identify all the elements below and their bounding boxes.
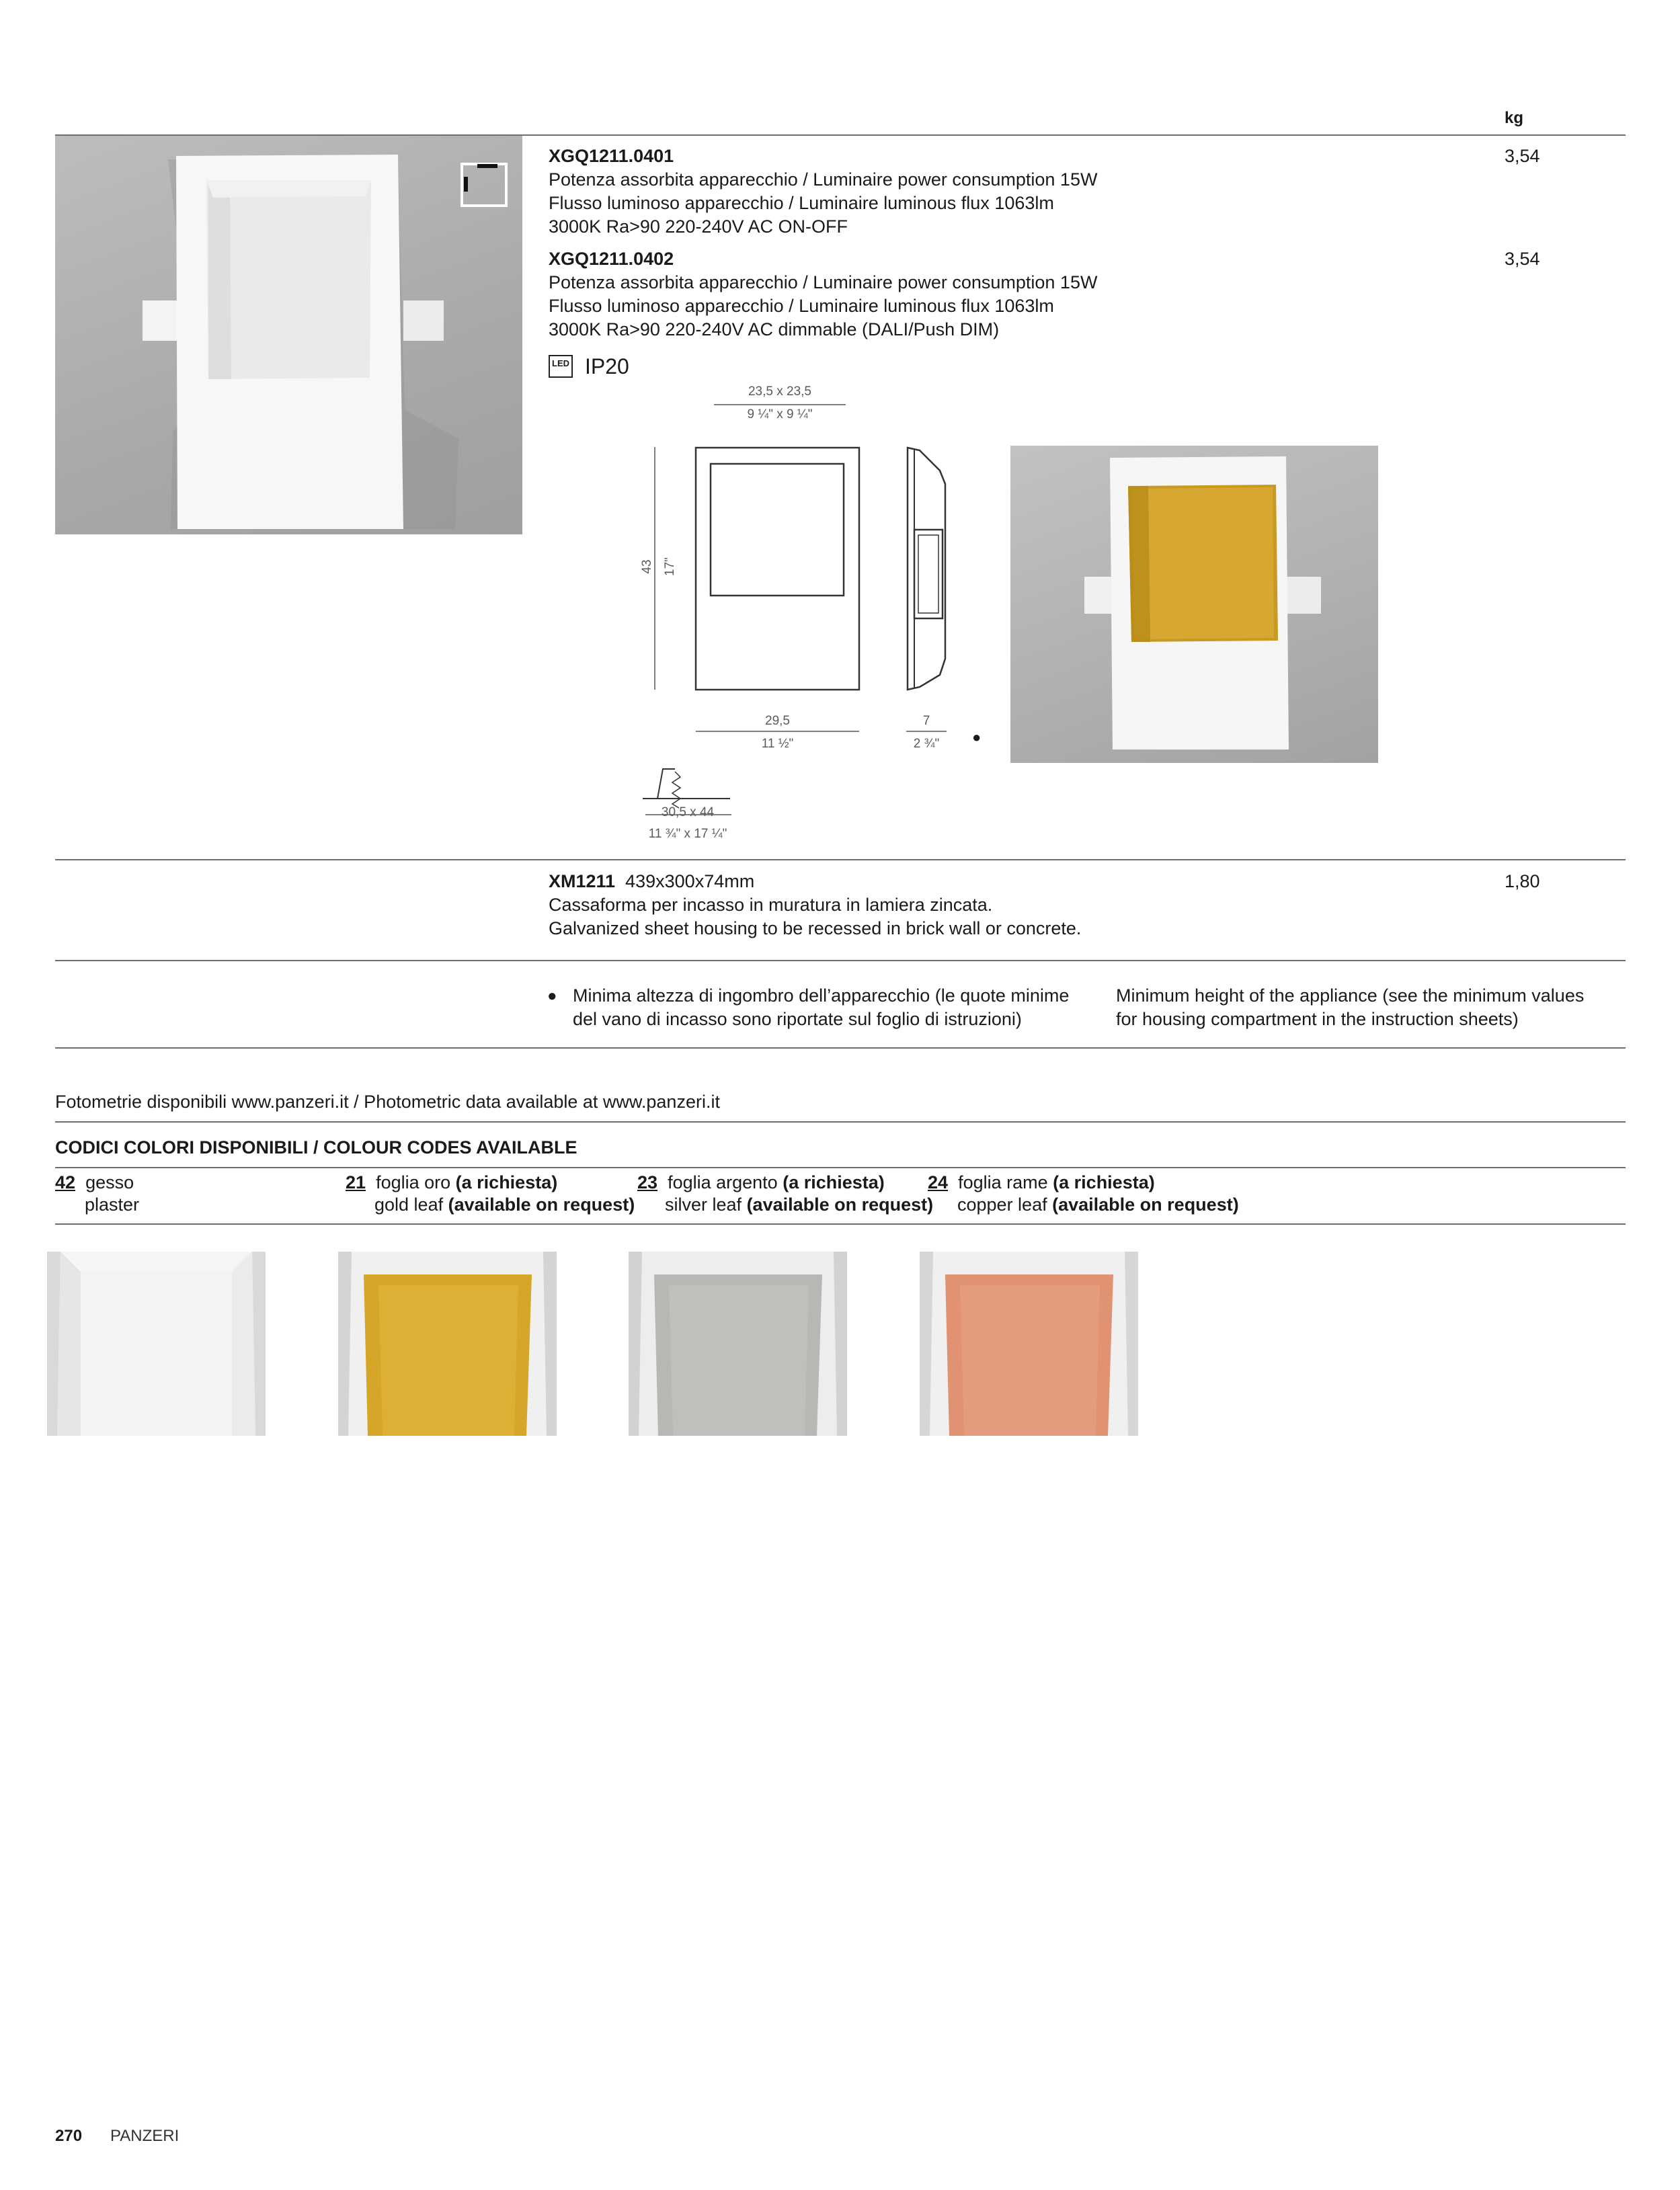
product-spec-flux: Flusso luminoso apparecchio / Luminaire luminous flux 1063lm	[549, 193, 1054, 213]
cutout-dimension-imperial: 9 ¼" x 9 ¼"	[747, 407, 813, 421]
colour-code-item	[346, 1171, 557, 1194]
note-it-line1: Minima altezza di ingombro dell’apparecchio (le quote minime	[573, 985, 1070, 1006]
product-weight: 3,54	[1505, 146, 1540, 166]
colour-name-en-line	[957, 1193, 1239, 1217]
colour-availability-en: (available on request)	[448, 1194, 635, 1215]
housing-dimension-imperial: 11 ¾" x 17 ¼"	[648, 827, 727, 841]
width-dimension-metric: 29,5	[765, 714, 790, 728]
product-spec-voltage: 3000K Ra>90 220-240V AC ON-OFF	[549, 216, 848, 237]
section-rule	[55, 1167, 1626, 1168]
colour-name-it: foglia argento	[668, 1172, 778, 1192]
colour-code-item	[637, 1171, 885, 1194]
note-it-line2: del vano di incasso sono riportate sul foglio di istruzioni)	[573, 1009, 1022, 1029]
note-en-line1: Minimum height of the appliance (see the minimum values	[1116, 985, 1585, 1006]
weight-unit-label: kg	[1505, 109, 1524, 127]
colour-availability-it: (a richiesta)	[455, 1172, 558, 1192]
width-dimension-imperial: 11 ½"	[761, 737, 794, 751]
colour-code-number: 24	[928, 1172, 949, 1192]
section-rule	[55, 960, 1626, 961]
accessory-code: XM1211	[549, 871, 616, 891]
depth-dimension-metric: 7	[922, 714, 930, 728]
section-rule	[55, 1223, 1626, 1225]
colour-code-item	[928, 1171, 1155, 1194]
ip-rating: IP20	[585, 354, 629, 378]
photometrics-link-text: Fotometrie disponibili www.panzeri.it / Photometric data available at www.panzeri.it	[55, 1092, 720, 1112]
colour-code-number: 21	[346, 1172, 366, 1192]
colour-name-it: gesso	[85, 1172, 134, 1192]
product-spec-flux: Flusso luminoso apparecchio / Luminaire luminous flux 1063lm	[549, 296, 1054, 316]
product-spec-voltage: 3000K Ra>90 220-240V AC dimmable (DALI/Push DIM)	[549, 319, 1000, 339]
led-icon	[549, 355, 573, 378]
colour-name-en-line	[665, 1193, 933, 1217]
colour-code-item	[55, 1171, 134, 1194]
note-bullet-icon: ●	[547, 987, 557, 1005]
technical-drawing	[618, 376, 968, 847]
colour-code-number: 42	[55, 1172, 76, 1192]
colour-name-en: gold leaf	[374, 1194, 444, 1215]
accessory-size: 439x300x74mm	[625, 871, 755, 891]
section-rule	[55, 859, 1626, 860]
recessed-mount-icon	[460, 162, 508, 208]
colour-codes-title: CODICI COLORI DISPONIBILI / COLOUR CODES AVAILABLE	[55, 1137, 577, 1158]
accessory-description-en: Galvanized sheet housing to be recessed in brick wall or concrete.	[549, 918, 1082, 938]
product-code: XGQ1211.0402	[549, 249, 674, 269]
product-spec-power: Potenza assorbita apparecchio / Luminaire power consumption 15W	[549, 272, 1098, 292]
swatch-gold-leaf	[338, 1252, 557, 1436]
colour-name-it: foglia oro	[376, 1172, 451, 1192]
swatch-plaster	[47, 1252, 266, 1436]
product-weight: 3,54	[1505, 249, 1540, 269]
depth-dimension-imperial: 2 ¾"	[913, 737, 940, 751]
colour-name-en-line	[374, 1193, 635, 1217]
cutout-dimension-metric: 23,5 x 23,5	[748, 384, 812, 399]
page-number: 270	[55, 2127, 83, 2145]
accessory-weight: 1,80	[1505, 871, 1540, 891]
colour-name-en: silver leaf	[665, 1194, 742, 1215]
product-code: XGQ1211.0401	[549, 146, 674, 166]
min-height-bullet-icon: ●	[972, 729, 982, 745]
colour-availability-it: (a richiesta)	[1053, 1172, 1155, 1192]
height-dimension-imperial: 17"	[663, 557, 677, 576]
swatch-copper-leaf	[920, 1252, 1138, 1436]
colour-availability-en: (available on request)	[746, 1194, 934, 1215]
product-spec-power: Potenza assorbita apparecchio / Luminaire power consumption 15W	[549, 169, 1098, 190]
swatch-silver-leaf	[629, 1252, 847, 1436]
section-rule	[55, 1047, 1626, 1049]
colour-name-it: foglia rame	[958, 1172, 1048, 1192]
product-photo-gold	[1010, 446, 1378, 763]
brand-name: PANZERI	[110, 2127, 179, 2145]
colour-code-number: 23	[637, 1172, 658, 1192]
product-photo-plaster	[55, 136, 522, 534]
colour-name-en: plaster	[85, 1194, 140, 1215]
housing-dimension-metric: 30,5 x 44	[661, 805, 715, 819]
height-dimension-metric: 43	[640, 559, 654, 574]
colour-name-en: copper leaf	[957, 1194, 1047, 1215]
led-badge-label: LED	[552, 358, 569, 368]
colour-availability-it: (a richiesta)	[783, 1172, 885, 1192]
accessory-description-it: Cassaforma per incasso in muratura in lamiera zincata.	[549, 895, 993, 915]
colour-availability-en: (available on request)	[1052, 1194, 1239, 1215]
section-rule	[55, 1121, 1626, 1123]
note-en-line2: for housing compartment in the instruction sheets)	[1116, 1009, 1519, 1029]
accessory-title	[549, 870, 754, 893]
